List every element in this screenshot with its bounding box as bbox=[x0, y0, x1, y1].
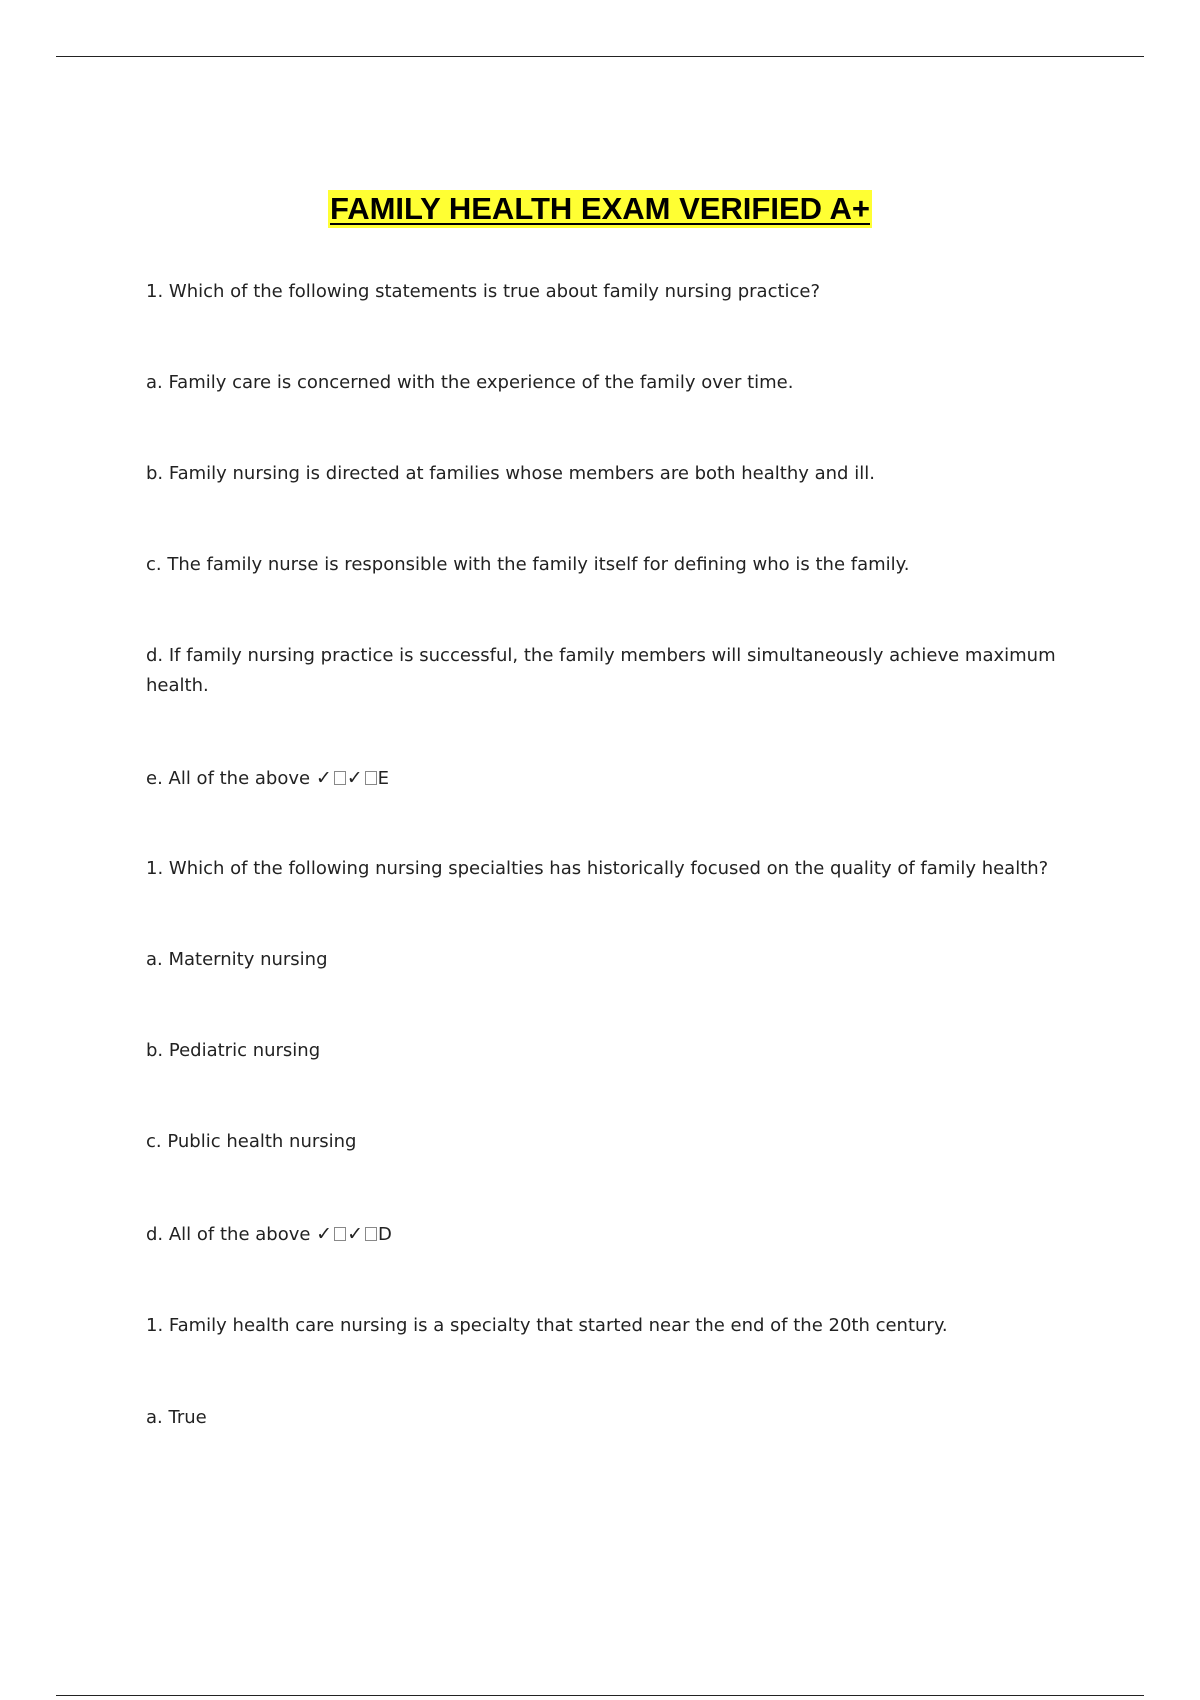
answer-letter: D bbox=[378, 1224, 392, 1245]
answer-prefix: d. All of the above bbox=[146, 1224, 317, 1245]
box-icon bbox=[334, 771, 346, 785]
question-3-text: 1. Family health care nursing is a specialty that started near the end of the 20th century. bbox=[146, 1315, 948, 1336]
question-1-option-d: d. If family nursing practice is successful, the family members will simultaneously achieve maximum health. bbox=[146, 645, 1056, 696]
check-icon: ✓ bbox=[315, 767, 332, 789]
question-1-option-a: a. Family care is concerned with the experience of the family over time. bbox=[146, 372, 794, 393]
check-icon: ✓ bbox=[346, 767, 363, 789]
box-icon bbox=[365, 1227, 377, 1241]
top-rule bbox=[56, 56, 1144, 57]
bottom-rule bbox=[56, 1695, 1144, 1696]
question-1-text: 1. Which of the following statements is true about family nursing practice? bbox=[146, 281, 821, 302]
document-title: FAMILY HEALTH EXAM VERIFIED A+ bbox=[330, 191, 870, 226]
question-2-option-c: c. Public health nursing bbox=[146, 1131, 357, 1152]
title-block bbox=[0, 190, 1200, 228]
question-2-answer bbox=[146, 1219, 1066, 1250]
question-1-option-b: b. Family nursing is directed at families whose members are both healthy and ill. bbox=[146, 463, 875, 484]
check-icon: ✓ bbox=[316, 1223, 333, 1245]
question-1-answer bbox=[146, 763, 1066, 794]
box-icon bbox=[334, 1227, 346, 1241]
question-2-option-a: a. Maternity nursing bbox=[146, 949, 328, 970]
question-2-text: 1. Which of the following nursing specialties has historically focused on the quality of family health? bbox=[146, 858, 1049, 879]
answer-letter: E bbox=[377, 768, 390, 789]
check-icon: ✓ bbox=[347, 1223, 363, 1245]
answer-prefix: e. All of the above bbox=[146, 768, 316, 789]
box-icon bbox=[365, 771, 377, 785]
question-1-option-c: c. The family nurse is responsible with the family itself for defining who is the family. bbox=[146, 554, 910, 575]
question-2-option-b: b. Pediatric nursing bbox=[146, 1040, 321, 1061]
question-3-option-a: a. True bbox=[146, 1407, 207, 1428]
